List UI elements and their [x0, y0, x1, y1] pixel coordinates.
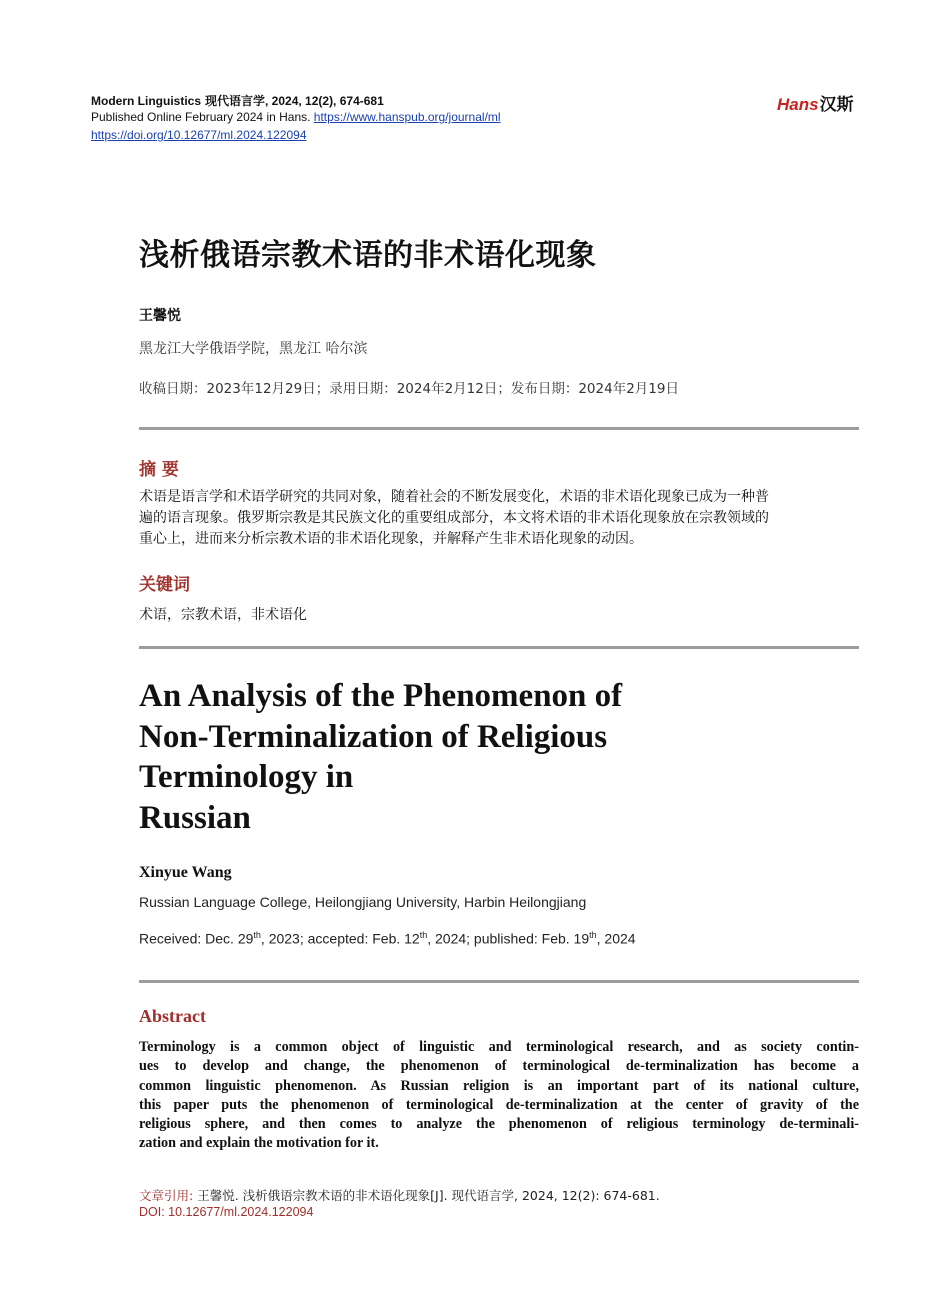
hans-logo	[777, 90, 854, 115]
cn-abstract-line: 术语是语言学和术语学研究的共同对象，随着社会的不断发展变化，术语的非术语化现象已成为一种普	[139, 489, 769, 505]
cn-dates: 收稿日期：2023年12月29日；录用日期：2024年2月12日；发布日期：2024年2月19日	[139, 381, 679, 397]
ordinal-suffix: th	[419, 930, 428, 940]
doi-line	[91, 128, 307, 142]
journal-name-en: Modern Linguistics	[91, 94, 202, 108]
published-prefix: Published Online February 2024 in Hans.	[91, 110, 314, 124]
en-dates	[139, 930, 636, 947]
published-line	[91, 110, 501, 124]
published-date: , 2024; published: Feb. 19	[427, 930, 590, 947]
en-title-line: An Analysis of the Phenomenon of	[139, 678, 623, 714]
en-abstract-line: zation and explain the motivation for it.	[139, 1135, 379, 1152]
published-year: , 2024	[596, 930, 636, 947]
logo-text-cn: 汉斯	[819, 95, 854, 114]
en-affiliation: Russian Language College, Heilongjiang University, Harbin Heilongjiang	[139, 894, 587, 910]
en-abstract-line: common linguistic phenomenon. As Russian religion is an important part of its national culture,	[139, 1077, 859, 1094]
journal-link[interactable]: https://www.hanspub.org/journal/ml	[313, 110, 501, 124]
en-author: Xinyue Wang	[139, 864, 232, 881]
cn-abstract	[139, 487, 859, 550]
cn-abstract-line: 重心上，进而来分析宗教术语的非术语化现象，并解释产生非术语化现象的动因。	[139, 531, 643, 547]
en-abstract-line: Terminology is a common object of linguistic and terminological research, and as society contin-	[139, 1039, 859, 1055]
en-abstract-line: ues to develop and change, the phenomenon of terminological de-terminalization has become a	[139, 1058, 859, 1075]
doi-link[interactable]: https://doi.org/10.12677/ml.2024.122094	[91, 128, 307, 142]
en-abstract-heading: Abstract	[139, 1006, 206, 1026]
en-title	[139, 676, 859, 838]
cn-keywords: 术语，宗教术语，非术语化	[139, 607, 307, 623]
ordinal-suffix: th	[253, 930, 261, 940]
accepted-date: , 2023; accepted: Feb. 12	[260, 930, 420, 947]
logo-text-en: Hans	[777, 95, 819, 114]
received-date: Received: Dec. 29	[139, 930, 254, 947]
cn-author: 王馨悦	[139, 308, 181, 324]
cn-abstract-heading: 摘 要	[139, 460, 179, 480]
divider	[139, 980, 859, 983]
en-title-line: Russian	[139, 799, 251, 836]
divider	[139, 646, 859, 649]
cn-abstract-line: 遍的语言现象。俄罗斯宗教是其民族文化的重要组成部分，本文将术语的非术语化现象放在宗教领域的	[139, 510, 769, 526]
cn-title: 浅析俄语宗教术语的非术语化现象	[139, 238, 597, 273]
en-abstract	[139, 1038, 859, 1154]
cn-keywords-heading: 关键词	[139, 575, 190, 595]
en-abstract-line: this paper puts the phenomenon of terminological de-terminalization at the center of gravity of the	[139, 1096, 859, 1113]
cn-affiliation: 黑龙江大学俄语学院，黑龙江 哈尔滨	[139, 341, 368, 357]
en-abstract-line: religious sphere, and then comes to analyze the phenomenon of religious terminology de-terminali-	[139, 1116, 859, 1133]
citation-text: 王馨悦. 浅析俄语宗教术语的非术语化现象[J]. 现代语言学, 2024, 12(2): 674-681.	[193, 1188, 660, 1203]
journal-name-cn: 现代语言学, 2024, 12(2), 674-681	[205, 94, 384, 108]
en-title-line: Non-Terminalization of Religious	[139, 718, 608, 755]
citation-doi: DOI: 10.12677/ml.2024.122094	[139, 1205, 314, 1219]
en-title-line: Terminology in	[139, 759, 354, 795]
journal-header	[91, 92, 384, 109]
citation-label: 文章引用:	[139, 1188, 194, 1203]
divider	[139, 427, 859, 430]
citation	[139, 1186, 660, 1204]
ordinal-suffix: th	[589, 930, 597, 940]
